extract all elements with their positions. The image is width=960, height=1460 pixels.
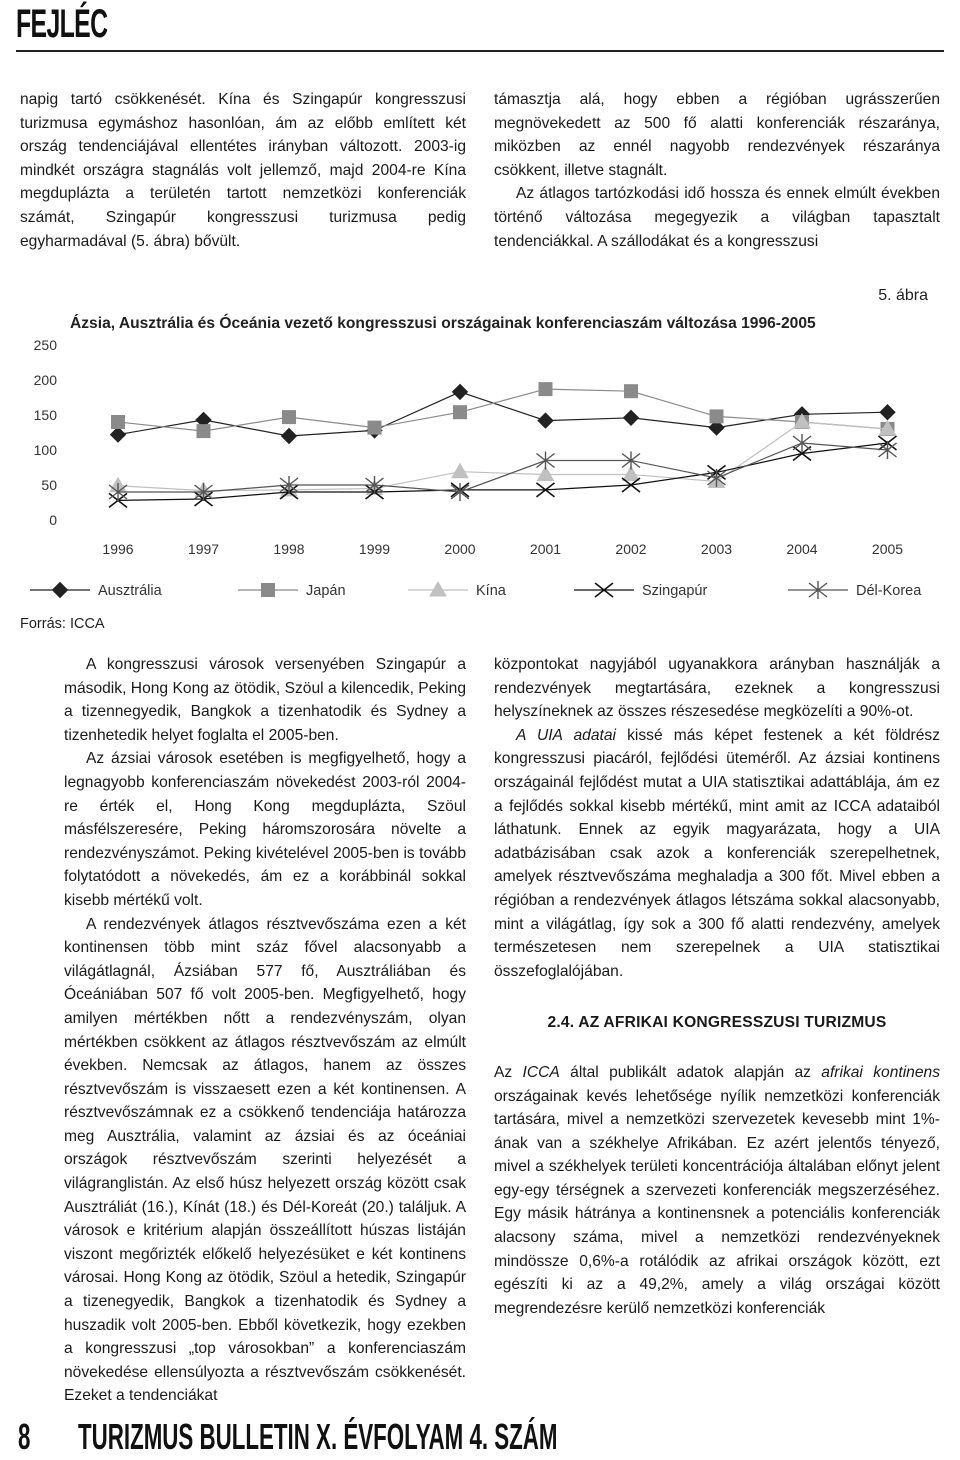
series-line [118, 443, 888, 500]
header-rule [16, 50, 944, 52]
emphasis: afrikai kontinens [821, 1063, 940, 1081]
section-heading: 2.4. AZ AFRIKAI KONGRESSZUSI TURIZMUS [547, 1014, 887, 1032]
y-tick-label: 50 [41, 477, 57, 493]
paragraph: napig tartó csökkenését. Kína és Szingapúr kongresszusi turizmusa egymáshoz hasonlóan, ám az előbb említett két ország tendenciájával ellentétes irányban változott. 2003-ig mindkét országra stagnálás volt jellemző, majd 2004-re Kína megduplázta a területén tartott nemzetközi konferenciák számát, Szingapúr kongresszusi turizmusa pedig egyharmadával (5. ábra) bővült. [20, 91, 466, 250]
data-point [539, 383, 552, 396]
data-point [282, 429, 297, 444]
series-line [118, 389, 888, 431]
data-point [368, 421, 381, 434]
paragraph: Az ázsiai városok esetében is megfigyelhető, hogy a legnagyobb konferenciaszám növekedést 2003-ról 2004-re érték el, Hong Kong megduplázta, Szöul másfélszeresére, Peking háromszorosára növelte a rendezvényszámot. Peking kivételével 2005-ben is tovább folytatódott a növekedés, ám ez a korábbinál sokkal kisebb mértékű volt. [64, 750, 466, 909]
x-tick-label: 1997 [187, 541, 220, 557]
data-point [197, 425, 210, 438]
x-tick-label: 2000 [444, 541, 476, 557]
paragraph: támasztja alá, hogy ebben a régióban ugrásszerűen megnövekedett az 500 fő alatti konferenciák részaránya, miközben az ennél nagyobb rendezvények részaránya csökkent, illetve stagnált. [494, 91, 940, 179]
paragraph: A rendezvények átlagos résztvevőszáma ezen a két kontinensen több mint száz fővel alacsonyabb a világátlagnál, Ázsiában 577 fő, Ausztráliában és Óceániában 507 fő volt 2005-ben. Megfigyelhető, hogy amilyen mértékben nőtt a rendezvényszám, olyan mértékben csökkent az átlagos résztvevőszám az elmúlt években. Nemcsak az átlagos, hanem az összes résztvevőszám is visszaesett ezen a két kontinensen. A résztvevőszámnak ez a csökkenő tendenciája határozza meg Ausztrália, valamint az ázsiai és az óceániai országok résztvevőszám szerinti helyezését a világranglistán. Az első húsz helyezett ország között csak Ausztráliát (16.), Kínát (18.) és Dél-Koreát (20.) találjuk. A városok e kritérium alapján összeállított húszas listáján viszont megőrizték előkelő helyezésüket e két kontinens városai. Hong Kong az ötödik, Szöul a hetedik, Szingapúr a tizenegyedik, Bangkok a tizenhatodik és Sydney a huszadik volt 2005-ben. Ebből következik, hogy ezekben a kongresszusi „top városokban” a konferenciaszám növekedése ellensúlyozta a résztvevőszám csökkenését. Ezeket a tendenciákat [64, 915, 466, 1405]
data-point [710, 410, 723, 423]
legend-label: Szingapúr [642, 583, 708, 599]
y-tick-label: 250 [33, 337, 57, 353]
x-tick-label: 1996 [102, 541, 134, 557]
legend-label: Dél-Korea [856, 583, 922, 599]
series-line [118, 443, 888, 492]
paragraph [494, 1061, 940, 1321]
x-tick-label: 1999 [358, 541, 391, 557]
data-point [112, 416, 125, 429]
y-tick-label: 200 [33, 372, 57, 388]
chart-title: Ázsia, Ausztrália és Óceánia vezető kongresszusi országainak konferenciaszám változása 1996-2005 [70, 315, 816, 332]
x-tick-label: 2004 [786, 541, 818, 557]
line-chart [0, 330, 960, 615]
paragraph-text: által publikált adatok alapján az [559, 1063, 822, 1081]
emphasis: ICCA [522, 1063, 560, 1081]
figure-source: Forrás: ICCA [20, 616, 105, 632]
journal-title: TURIZMUS BULLETIN X. ÉVFOLYAM 4. SZÁM [78, 1416, 558, 1457]
paragraph [494, 724, 940, 984]
paragraph-text: országainak kevés lehetősége nyílik nemzetközi konferenciák tartására, mivel a nemzetközi szervezetek kevesebb mint 1%-ának van a székhelye Afrikában. Ez azért jelentős tényező, mivel a székhelyek területi koncentrációja általában előnyt jelent egy-egy térségnek a szervezeti konferenciák megszerzéséhez. Egy másik hátránya a kontinensnek a potenciális konferenciák alacsony száma, mivel a nemzetközi rendezvényeknek mindössze 0,6%-a rotálódik az afrikai országok között, ezt egészíti ki az a 49,2%, amely a világ országai között megrendezésre kerülő nemzetközi konferenciák [494, 1087, 940, 1317]
top-left-column [20, 88, 466, 254]
data-point [880, 405, 895, 420]
paragraph: központokat nagyjából ugyanakkora arányban használják a rendezvények megtartására, ezeknek a kongresszusi helyszíneknek az összes részesedése megközelíti a 90%-ot. [494, 656, 940, 721]
page-number: 8 [18, 1416, 31, 1457]
legend-label: Ausztrália [98, 583, 162, 599]
running-header: FEJLÉC [16, 2, 108, 46]
paragraph-text: kissé más képet festenek a két földrész kongresszusi piacáról, fejlődési üteméről. Az ázsiai kontinens országainál fejlődést mutat a UIA statisztikai adattáblája, ám ez a fejlődés sokkal kisebb mértékű, mint amit az ICCA adataiból láthatunk. Ennek az egyik magyarázata, hogy a UIA adatbázisában csak azok a konferenciák szerepelhetnek, amelyek résztvevőszáma meghaladja a 300 főt. Mivel ebben a régióban a rendezvények átlagos létszáma sokkal alacsonyabb, mint a világátlag, így sok a 300 fő alatti rendezvény, amelyek természetesen nem szerepelnek a UIA statisztikai összefoglalójában. [494, 726, 940, 980]
y-tick-label: 0 [49, 512, 57, 528]
data-point [454, 406, 467, 419]
legend-marker [430, 582, 446, 596]
series-line [118, 392, 888, 436]
x-tick-label: 2003 [700, 541, 733, 557]
emphasis: A UIA adatai [516, 726, 616, 744]
legend-marker [53, 583, 68, 598]
x-tick-label: 1998 [273, 541, 305, 557]
data-point [283, 411, 296, 424]
bottom-left-column [64, 653, 466, 1405]
paragraph-text: Az [494, 1063, 523, 1081]
y-tick-label: 100 [33, 442, 57, 458]
paragraph: A kongresszusi városok versenyében Szingapúr a második, Hong Kong az ötödik, Szöul a kilencedik, Peking a tizennegyedik, Bangkok a tizenhatodik és Sydney a tizenhetedik helyet foglalta el 2005-ben. [64, 656, 466, 744]
paragraph: Az átlagos tartózkodási idő hossza és ennek elmúlt években történő változása megegyezik a világban tapasztalt tendenciákkal. A szállodákat és a kongresszusi [494, 185, 940, 250]
legend-marker [262, 584, 275, 597]
data-point [453, 384, 468, 399]
data-point [111, 427, 126, 442]
legend-label: Kína [476, 583, 506, 599]
series-line [118, 422, 888, 491]
legend-label: Japán [306, 583, 346, 599]
x-tick-label: 2005 [871, 541, 904, 557]
data-point [452, 464, 468, 478]
figure-number: 5. ábra [878, 287, 928, 304]
data-point [625, 385, 638, 398]
top-right-column [494, 88, 940, 254]
data-point [624, 410, 639, 425]
data-point [538, 413, 553, 428]
y-tick-label: 150 [33, 407, 57, 423]
x-tick-label: 2002 [615, 541, 647, 557]
x-tick-label: 2001 [529, 541, 562, 557]
bottom-right-column [494, 653, 940, 1395]
